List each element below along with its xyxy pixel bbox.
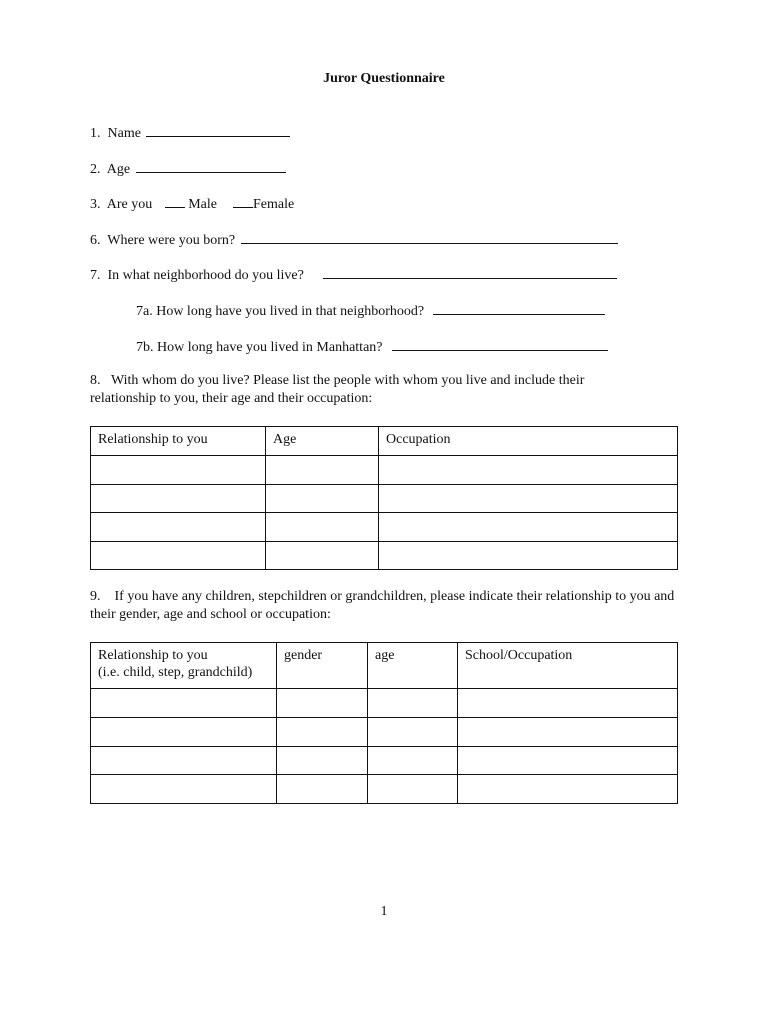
children-header-relationship <box>91 643 277 689</box>
question-2-number: 2. <box>90 162 101 177</box>
female-checkbox-line[interactable] <box>233 195 253 208</box>
question-6 <box>90 231 618 249</box>
table-cell[interactable] <box>277 775 368 804</box>
table-cell[interactable] <box>368 689 458 718</box>
table-cell[interactable] <box>91 542 266 570</box>
question-6-number: 6. <box>90 233 101 248</box>
question-7-number: 7. <box>90 268 101 283</box>
question-7b-label: 7b. How long have you lived in Manhattan? <box>136 340 383 355</box>
household-table <box>90 426 678 570</box>
question-3 <box>90 195 294 213</box>
male-checkbox-line[interactable] <box>165 195 185 208</box>
children-header-age: age <box>368 643 458 689</box>
table-cell[interactable] <box>266 485 379 513</box>
table-cell[interactable] <box>368 718 458 747</box>
question-1 <box>90 124 290 142</box>
children-header-school-occupation: School/Occupation <box>458 643 678 689</box>
table-cell[interactable] <box>368 747 458 775</box>
table-cell[interactable] <box>91 747 277 775</box>
table-cell[interactable] <box>277 747 368 775</box>
question-2 <box>90 160 286 178</box>
household-header-age: Age <box>266 427 379 456</box>
female-option-label: Female <box>253 197 295 212</box>
table-cell[interactable] <box>458 775 678 804</box>
table-cell[interactable] <box>277 689 368 718</box>
question-9-text: 9. If you have any children, stepchildren or grandchildren, please indicate their relationship to you and their gender, age and school or occupation: <box>90 589 675 622</box>
question-3-label: Are you <box>106 197 153 212</box>
table-cell[interactable] <box>379 542 678 570</box>
question-7a-label: 7a. How long have you lived in that neighborhood? <box>136 304 425 319</box>
household-header-relationship: Relationship to you <box>91 427 266 456</box>
table-cell[interactable] <box>266 542 379 570</box>
table-cell[interactable] <box>266 456 379 485</box>
question-7-label: In what neighborhood do you live? <box>107 268 304 283</box>
table-row <box>91 485 678 513</box>
name-answer-line[interactable] <box>146 124 290 137</box>
table-cell[interactable] <box>379 456 678 485</box>
question-7a <box>136 302 605 320</box>
table-row <box>91 718 678 747</box>
children-header-relationship-line2: (i.e. child, step, grandchild) <box>98 665 253 680</box>
neighborhood-answer-line[interactable] <box>323 266 617 279</box>
children-table-header <box>91 643 678 689</box>
table-row <box>91 747 678 775</box>
age-answer-line[interactable] <box>136 160 286 173</box>
table-cell[interactable] <box>91 513 266 542</box>
question-6-label: Where were you born? <box>107 233 236 248</box>
manhattan-duration-answer-line[interactable] <box>392 338 608 351</box>
children-header-gender: gender <box>277 643 368 689</box>
page-title: Juror Questionnaire <box>323 71 445 86</box>
table-row <box>91 775 678 804</box>
table-cell[interactable] <box>379 485 678 513</box>
household-table-header <box>91 427 678 456</box>
table-cell[interactable] <box>91 775 277 804</box>
table-cell[interactable] <box>368 775 458 804</box>
table-row <box>91 542 678 570</box>
question-2-label: Age <box>106 162 131 177</box>
neighborhood-duration-answer-line[interactable] <box>433 302 605 315</box>
table-cell[interactable] <box>91 456 266 485</box>
table-cell[interactable] <box>91 689 277 718</box>
table-row <box>91 456 678 485</box>
question-1-number: 1. <box>90 126 101 141</box>
question-1-label: Name <box>107 126 141 141</box>
question-3-number: 3. <box>90 197 101 212</box>
table-cell[interactable] <box>458 689 678 718</box>
question-7 <box>90 266 617 284</box>
children-table <box>90 642 678 804</box>
children-header-relationship-line1: Relationship to you <box>98 648 208 663</box>
table-cell[interactable] <box>91 485 266 513</box>
table-cell[interactable] <box>266 513 379 542</box>
table-cell[interactable] <box>379 513 678 542</box>
household-header-occupation: Occupation <box>379 427 678 456</box>
question-7b <box>136 338 608 356</box>
question-8-text: 8. With whom do you live? Please list the people with whom you live and include their relationship to you, their age and their occupation: <box>90 373 585 406</box>
table-row <box>91 513 678 542</box>
birthplace-answer-line[interactable] <box>241 231 618 244</box>
table-cell[interactable] <box>458 747 678 775</box>
page-number: 1 <box>380 904 388 919</box>
table-row <box>91 689 678 718</box>
table-cell[interactable] <box>458 718 678 747</box>
table-cell[interactable] <box>91 718 277 747</box>
table-cell[interactable] <box>277 718 368 747</box>
male-option-label: Male <box>188 197 217 212</box>
